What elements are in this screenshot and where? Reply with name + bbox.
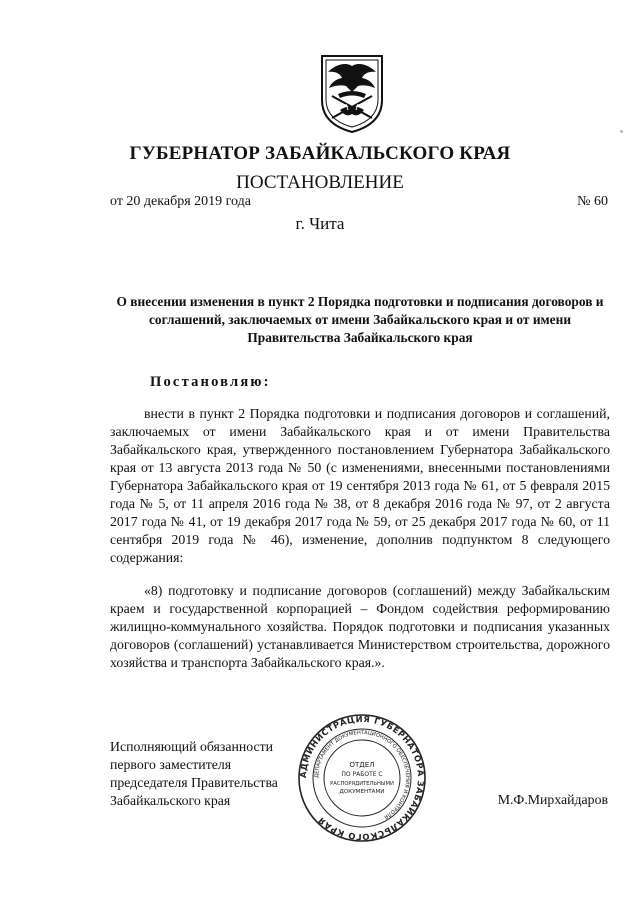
stamp-center-line: ОТДЕЛ [349, 761, 375, 769]
stamp-center-line: РАСПОРЯДИТЕЛЬНЫМИ [330, 781, 394, 787]
document-type: ПОСТАНОВЛЕНИЕ [236, 172, 404, 193]
stamp-center-line: ДОКУМЕНТАМИ [339, 789, 385, 795]
body-paragraph-1: внести в пункт 2 Порядка подготовки и подписания договоров и соглашений, заключаемых от имени Забайкальского края и от имени Правительства Забайкальского края, утвержденного постановлением Губернатора Забайкальского края от 13 августа 2013 года № 50 (с изменениями, внесенными постановлениями Губернатора Забайкальского края от 19 сентября 2013 года № 61, от 5 февраля 2015 года № 5, от 11 апреля 2016 года № 38, от 8 декабря 2016 года № 97, от 2 августа 2017 года № 41, от 19 декабря 2017 года № 59, от 25 декабря 2017 года № 60, от 11 сентября 2019 года № 46), изменение, дополнив подпунктом 8 следующего содержания: [110, 406, 610, 565]
document-number: № 60 [577, 194, 608, 209]
signatory-line: первого заместителя [110, 757, 232, 772]
document-city: г. Чита [295, 214, 345, 233]
body-paragraph-2: «8) подготовку и подписание договоров (соглашений) между Забайкальским краем и государственной корпорацией – Фондом содействия реформированию жилищно-коммунального хозяйства. Порядок подготовки и подписания указанных договоров (соглашений) устанавливается Министерством строительства, дорожного хозяйства и транспорта Забайкальского края.». [110, 583, 610, 670]
document-subject: О внесении изменения в пункт 2 Порядка подготовки и подписания договоров и соглашений, заключаемых от имени Забайкальского края и от имени Правительства Забайкальского края [116, 294, 604, 345]
document-date: от 20 декабря 2019 года [110, 194, 251, 209]
signatory-line: Забайкальского края [110, 793, 231, 808]
coat-of-arms-emblem [318, 52, 386, 134]
signatory-line: председателя Правительства [110, 775, 278, 790]
scan-dot [620, 130, 623, 133]
authority-title: ГУБЕРНАТОР ЗАБАЙКАЛЬСКОГО КРАЯ [129, 143, 511, 164]
stamp-center-line: ПО РАБОТЕ С [341, 771, 383, 778]
signatory-line: Исполняющий обязанности [110, 739, 273, 754]
decree-word: Постановляю: [150, 374, 271, 390]
signatory-position [110, 738, 278, 810]
stamp-outer-text: АДМИНИСТРАЦИЯ ГУБЕРНАТОРА ЗАБАЙКАЛЬСКОГО КРАЯ [297, 713, 427, 843]
official-stamp [296, 712, 428, 844]
stamp-inner-text: ДЕПАРТАМЕНТ ДОКУМЕНТАЦИОННОГО ОБЕСПЕЧЕНИЯ И КОНТРОЛЯ [313, 729, 411, 820]
signatory-name: М.Ф.Мирхайдаров [497, 792, 608, 807]
